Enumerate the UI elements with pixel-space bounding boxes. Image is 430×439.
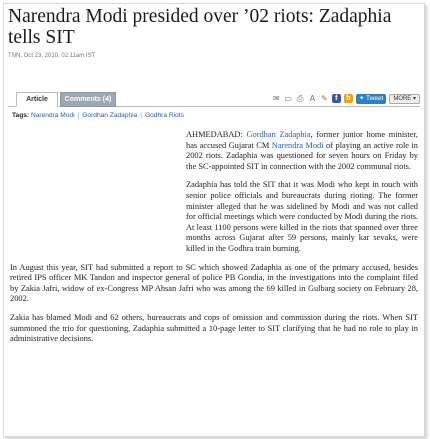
inline-link-modi[interactable]: Narendra Modi [271,140,324,150]
article-body [10,130,418,353]
tags-label: Tags: [12,112,30,119]
font-size-icon[interactable]: A [309,94,316,103]
tag-link[interactable]: Gordhan Zadaphia [82,112,138,119]
tab-comments[interactable]: Comments (4) [60,92,116,107]
facebook-icon[interactable]: f [332,94,341,103]
article-headline: Narendra Modi presided over ’02 riots: Zadaphia tells SIT [8,6,392,48]
article-paragraph: Zadaphia has told the SIT that it was Modi who kept in touch with senior police officials and bureaucrats during rioting. The former minister alleged that he was sidelined by Modi and was not called for official meetings which were conducted by Modi during the riots. At least 1100 persons were killed in the riots that spanned over three months across Gujarat after 59 persons, mainly kar sevaks, were killed in the Godhra train burning. [186,180,418,253]
tag-link[interactable]: Godhra Riots [145,112,184,119]
article-frame [3,3,425,437]
article-tabs [8,92,420,107]
tab-article[interactable]: Article [16,92,58,107]
tweet-button[interactable]: ✦ Tweet [356,94,386,104]
article-paragraph: In August this year, SIT had submitted a report to SC which showed Zadaphia as one of the primary accused, besides retired IPS officer MK Tandon and inspector general of police PB Gondia, in the investigations into the complaint filed by Zakia Jafri, widow of ex-Congress MP Ahsan Jafri who was among the 69 killed in Gulbarg society on February 28, 2002. [10,262,418,304]
share-toolbar [272,92,420,105]
save-icon[interactable]: ▭ [284,94,293,103]
article-dateline: TNN, Oct 23, 2010, 02.11am IST [8,53,96,59]
tag-link[interactable]: Narendra Modi [30,112,75,119]
article-paragraph: AHMEDABAD: Gordhan Zadaphia, former junior home minister, has accused Gujarat CM Narendra Modi of playing an active role in 2002 riots. Zadaphia was questioned for seven hours on Friday by the SC-appointed SIT in connection with the 2002 communal riots. [186,130,418,171]
bookmark-icon[interactable]: b [344,94,353,103]
comment-icon[interactable]: ✎ [320,94,328,103]
article-paragraph: Zakia has blamed Modi and 62 others, bureaucrats and cops of omission and commission during the riots. When SIT summoned the trio for questioning, Zadaphia submitted a 10-page letter to SIT clarifying that he had no role to play in administrative decisions. [10,312,418,344]
inline-link-zadaphia[interactable]: Gordhan Zadaphia [246,130,311,139]
article-tags: Tags: Narendra Modi | Gordhan Zadaphia | Godhra Riots [12,112,184,119]
email-icon[interactable]: ✉ [272,94,280,103]
more-button[interactable]: MORE ▾ [389,94,420,104]
more-label: MORE [393,95,412,102]
print-icon[interactable]: ⎙ [297,94,304,103]
tweet-label: Tweet [365,94,384,102]
